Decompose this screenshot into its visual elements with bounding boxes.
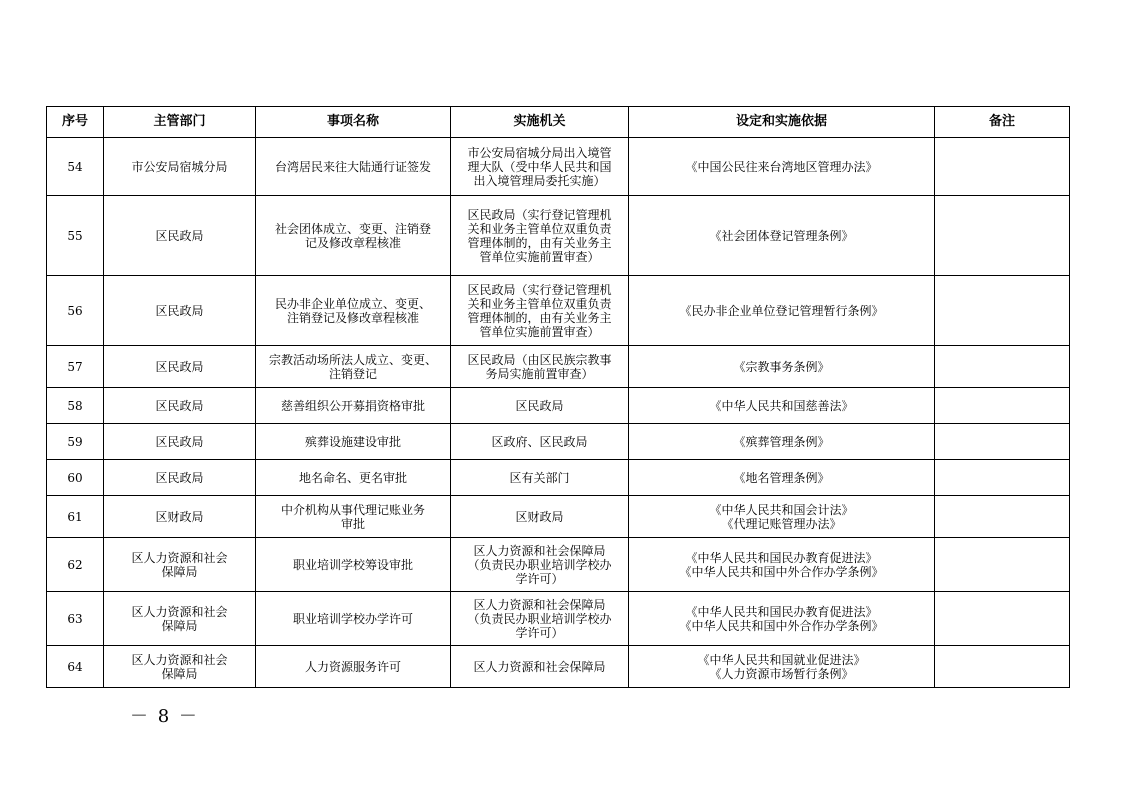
cell-department-line: 区民政局: [155, 398, 204, 413]
cell-item-name: [256, 424, 451, 460]
cell-item-name: [256, 496, 451, 538]
cell-agency-line: 管单位实施前置审查）: [479, 249, 600, 264]
cell-agency: [451, 592, 629, 646]
items-table: [46, 106, 1070, 688]
cell-agency-line: 管理体制的，由有关业务主: [467, 310, 612, 325]
header-notes: 备注: [935, 107, 1070, 138]
cell-department-line: 区民政局: [155, 470, 204, 485]
cell-item-name-line: 台湾居民来往大陆通行证签发: [274, 159, 431, 174]
header-item-name: 事项名称: [256, 107, 451, 138]
cell-agency-line: 区有关部门: [509, 470, 570, 485]
cell-department: [104, 138, 256, 196]
cell-agency-line: 区民政局（实行登记管理机: [467, 207, 612, 222]
cell-department: [104, 196, 256, 276]
cell-department-line: 市公安局宿城分局: [131, 159, 228, 174]
cell-notes: [935, 196, 1070, 276]
table-row: [47, 424, 1070, 460]
table-row: [47, 388, 1070, 424]
cell-agency-line: 区人力资源和社会保障局: [473, 597, 606, 612]
cell-notes: [935, 592, 1070, 646]
cell-department-line: 区财政局: [155, 509, 204, 524]
cell-department: [104, 592, 256, 646]
cell-basis-line: 《中华人民共和国就业促进法》: [697, 652, 866, 667]
cell-department-line: 区人力资源和社会: [131, 604, 228, 619]
cell-agency-line: 区民政局: [515, 398, 564, 413]
cell-agency-line: （负责民办职业培训学校办: [467, 557, 612, 572]
cell-basis-line: 《中华人民共和国中外合作办学条例》: [679, 618, 884, 633]
cell-basis-line: 《宗教事务条例》: [733, 359, 830, 374]
cell-agency-line: 学许可）: [515, 625, 564, 640]
cell-department: [104, 538, 256, 592]
cell-department-line: 区人力资源和社会: [131, 550, 228, 565]
cell-item-name-line: 注销登记: [328, 366, 377, 381]
cell-agency: [451, 538, 629, 592]
cell-agency: [451, 276, 629, 346]
cell-index: 64: [47, 646, 104, 688]
table-row: [47, 276, 1070, 346]
cell-basis-line: 《中国公民往来台湾地区管理办法》: [685, 159, 878, 174]
cell-agency-line: 学许可）: [515, 571, 564, 586]
cell-agency-line: 市公安局宿城分局出入境管: [467, 145, 612, 160]
cell-item-name: [256, 592, 451, 646]
cell-agency: [451, 646, 629, 688]
cell-notes: [935, 424, 1070, 460]
cell-department-line: 保障局: [161, 618, 198, 633]
cell-index: 56: [47, 276, 104, 346]
cell-index: 58: [47, 388, 104, 424]
cell-department-line: 区民政局: [155, 434, 204, 449]
cell-item-name-line: 审批: [340, 516, 365, 531]
cell-agency-line: 务局实施前置审查）: [485, 366, 594, 381]
cell-department-line: 区民政局: [155, 359, 204, 374]
cell-item-name-line: 人力资源服务许可: [304, 659, 401, 674]
cell-item-name-line: 地名命名、更名审批: [298, 470, 407, 485]
cell-agency-line: 区民政局（实行登记管理机: [467, 282, 612, 297]
cell-item-name: [256, 276, 451, 346]
cell-agency-line: 理大队（受中华人民共和国: [467, 159, 612, 174]
cell-department: [104, 388, 256, 424]
cell-notes: [935, 538, 1070, 592]
cell-index: 61: [47, 496, 104, 538]
cell-agency: [451, 138, 629, 196]
cell-item-name-line: 宗教活动场所法人成立、变更、: [268, 352, 437, 367]
cell-item-name-line: 民办非企业单位成立、变更、: [274, 296, 431, 311]
header-basis: 设定和实施依据: [629, 107, 935, 138]
cell-item-name-line: 注销登记及修改章程核准: [286, 310, 419, 325]
cell-item-name-line: 职业培训学校办学许可: [292, 611, 413, 626]
cell-department-line: 保障局: [161, 666, 198, 681]
cell-agency: [451, 196, 629, 276]
cell-index: 63: [47, 592, 104, 646]
cell-basis-line: 《社会团体登记管理条例》: [709, 228, 854, 243]
cell-department: [104, 424, 256, 460]
cell-agency-line: 区政府、区民政局: [491, 434, 588, 449]
table-row: [47, 346, 1070, 388]
cell-basis: [629, 138, 935, 196]
cell-agency-line: 区民政局（由区民族宗教事: [467, 352, 612, 367]
cell-agency: [451, 424, 629, 460]
cell-department-line: 区民政局: [155, 303, 204, 318]
cell-agency-line: 区财政局: [515, 509, 564, 524]
table-row: [47, 496, 1070, 538]
cell-item-name: [256, 196, 451, 276]
cell-basis-line: 《人力资源市场暂行条例》: [709, 666, 854, 681]
cell-item-name-line: 中介机构从事代理记账业务: [280, 502, 425, 517]
cell-index: 54: [47, 138, 104, 196]
cell-index: 62: [47, 538, 104, 592]
cell-agency: [451, 388, 629, 424]
cell-basis: [629, 196, 935, 276]
cell-index: 60: [47, 460, 104, 496]
cell-item-name-line: 殡葬设施建设审批: [304, 434, 401, 449]
cell-department: [104, 276, 256, 346]
cell-basis-line: 《中华人民共和国慈善法》: [709, 398, 854, 413]
cell-basis: [629, 346, 935, 388]
cell-agency: [451, 346, 629, 388]
cell-department: [104, 646, 256, 688]
cell-notes: [935, 460, 1070, 496]
cell-basis: [629, 538, 935, 592]
cell-basis-line: 《民办非企业单位登记管理暂行条例》: [679, 303, 884, 318]
cell-notes: [935, 646, 1070, 688]
cell-department-line: 区人力资源和社会: [131, 652, 228, 667]
cell-item-name: [256, 388, 451, 424]
page-number: － 8 －: [130, 706, 199, 727]
cell-basis-line: 《中华人民共和国民办教育促进法》: [685, 550, 878, 565]
cell-basis: [629, 388, 935, 424]
cell-department: [104, 460, 256, 496]
cell-basis-line: 《中华人民共和国会计法》: [709, 502, 854, 517]
header-agency: 实施机关: [451, 107, 629, 138]
table-header-row: [47, 107, 1070, 138]
cell-basis: [629, 592, 935, 646]
cell-notes: [935, 346, 1070, 388]
cell-basis: [629, 276, 935, 346]
cell-item-name: [256, 538, 451, 592]
cell-item-name: [256, 346, 451, 388]
cell-index: 55: [47, 196, 104, 276]
table-row: [47, 646, 1070, 688]
cell-item-name: [256, 138, 451, 196]
cell-basis: [629, 460, 935, 496]
cell-basis-line: 《代理记账管理办法》: [721, 516, 842, 531]
cell-item-name-line: 慈善组织公开募捐资格审批: [280, 398, 425, 413]
cell-basis: [629, 424, 935, 460]
table-row: [47, 592, 1070, 646]
table-row: [47, 460, 1070, 496]
table-row: [47, 538, 1070, 592]
cell-item-name: [256, 646, 451, 688]
cell-agency-line: 关和业务主管单位双重负责: [467, 296, 612, 311]
table-row: [47, 138, 1070, 196]
cell-agency-line: 关和业务主管单位双重负责: [467, 221, 612, 236]
cell-basis-line: 《殡葬管理条例》: [733, 434, 830, 449]
cell-agency: [451, 460, 629, 496]
cell-basis-line: 《地名管理条例》: [733, 470, 830, 485]
cell-agency-line: （负责民办职业培训学校办: [467, 611, 612, 626]
cell-basis: [629, 646, 935, 688]
cell-item-name: [256, 460, 451, 496]
cell-agency-line: 管单位实施前置审查）: [479, 324, 600, 339]
cell-item-name-line: 社会团体成立、变更、注销登: [274, 221, 431, 236]
cell-notes: [935, 138, 1070, 196]
cell-notes: [935, 388, 1070, 424]
cell-agency-line: 区人力资源和社会保障局: [473, 659, 606, 674]
cell-notes: [935, 276, 1070, 346]
cell-department: [104, 496, 256, 538]
cell-basis: [629, 496, 935, 538]
cell-notes: [935, 496, 1070, 538]
cell-item-name-line: 记及修改章程核准: [304, 235, 401, 250]
table-row: [47, 196, 1070, 276]
cell-basis-line: 《中华人民共和国民办教育促进法》: [685, 604, 878, 619]
header-index: 序号: [47, 107, 104, 138]
cell-department: [104, 346, 256, 388]
cell-basis-line: 《中华人民共和国中外合作办学条例》: [679, 564, 884, 579]
table-body: [47, 138, 1070, 688]
cell-department-line: 区民政局: [155, 228, 204, 243]
header-department: 主管部门: [104, 107, 256, 138]
cell-agency-line: 区人力资源和社会保障局: [473, 543, 606, 558]
cell-department-line: 保障局: [161, 564, 198, 579]
cell-agency: [451, 496, 629, 538]
cell-index: 59: [47, 424, 104, 460]
cell-agency-line: 管理体制的，由有关业务主: [467, 235, 612, 250]
cell-item-name-line: 职业培训学校筹设审批: [292, 557, 413, 572]
cell-agency-line: 出入境管理局委托实施）: [473, 173, 606, 188]
cell-index: 57: [47, 346, 104, 388]
